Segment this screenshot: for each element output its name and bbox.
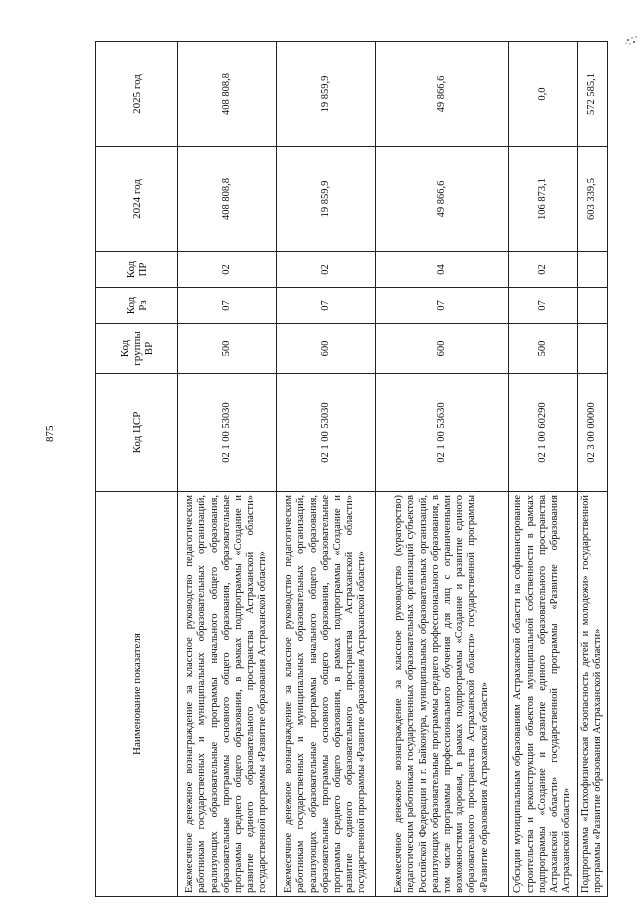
header-row xyxy=(96,42,178,897)
budget-table-container xyxy=(95,42,608,897)
header-2024: 2024 год xyxy=(96,147,178,252)
row-name: Ежемесячное денежное вознаграждение за классное руководство педагогическим работникам государственных и муниципальных образовательных организаций, реализующих образовательные программы начального общего образования, образовательные программы основного общего образования, образовательные программы среднего общего образования, в рамках подпрограммы «Создание и развитие единого образовательного пространства Астраханской области» государственной программы «Развитие образования Астраханской области» xyxy=(178,492,277,897)
row-2024: 603 339,5 xyxy=(577,147,607,252)
row-pr xyxy=(577,252,607,288)
row-2024: 408 808,8 xyxy=(178,147,277,252)
row-name: Субсидии муниципальным образованиям Астраханской области на софинансирование строительства и реконструкции объектов муниципальной собственности в рамках подпрограммы «Создание и развитие единого образовательного пространства Астраханской области» государственной программы «Развитие образования Астраханской области» xyxy=(509,492,578,897)
row-2024: 49 866,6 xyxy=(375,147,508,252)
row-rz: 07 xyxy=(375,288,508,324)
row-vr: 500 xyxy=(509,324,578,374)
row-2025: 0,0 xyxy=(509,42,578,147)
row-pr: 02 xyxy=(276,252,375,288)
row-name: Ежемесячное денежное вознаграждение за классное руководство педагогическим работникам государственных и муниципальных образовательных организаций, реализующих образовательные программы начального общего образования, образовательные программы основного общего образования, образовательные программы среднего общего образования, в рамках подпрограммы «Создание и развитие единого образовательного пространства Астраханской области» государственной программы «Развитие образования Астраханской области» xyxy=(276,492,375,897)
row-csr: 02 1 00 53030 xyxy=(178,374,277,492)
row-vr: 500 xyxy=(178,324,277,374)
table-row xyxy=(577,42,607,897)
row-pr: 04 xyxy=(375,252,508,288)
row-name: Ежемесячное денежное вознаграждение за классное руководство (кураторство) педагогическим работникам государственных образовательных организаций субъектов Российской Федерации и г. Байконура, муниципальных образовательных организаций, реализующих образовательные программы среднего профессионального образования, в том числе программы профессионального обучения для лиц с ограниченными возможностями здоровья, в рамках подпрограммы «Создание и развитие единого образовательного пространства Астраханской области» государственной программы «Развитие образования Астраханской области» xyxy=(375,492,508,897)
page-number: 875 xyxy=(44,425,56,442)
row-2025: 572 585,1 xyxy=(577,42,607,147)
table-row xyxy=(375,42,508,897)
header-rz: Код Рз xyxy=(96,288,178,324)
budget-table xyxy=(95,41,608,897)
row-vr xyxy=(577,324,607,374)
row-rz: 07 xyxy=(178,288,277,324)
row-2025: 19 859,9 xyxy=(276,42,375,147)
row-vr: 600 xyxy=(375,324,508,374)
header-csr: Код ЦСР xyxy=(96,374,178,492)
row-csr: 02 1 00 60290 xyxy=(509,374,578,492)
row-csr: 02 3 00 00000 xyxy=(577,374,607,492)
header-name: Наименование показателя xyxy=(96,492,178,897)
row-2025: 408 808,8 xyxy=(178,42,277,147)
row-2024: 19 859,9 xyxy=(276,147,375,252)
row-rz xyxy=(577,288,607,324)
row-vr: 600 xyxy=(276,324,375,374)
row-2025: 49 866,6 xyxy=(375,42,508,147)
header-2025: 2025 год xyxy=(96,42,178,147)
header-pr: Код ПР xyxy=(96,252,178,288)
scan-stamp-mark xyxy=(620,32,640,52)
header-vr: Код группы ВР xyxy=(96,324,178,374)
row-name: Подпрограмма «Психофизическая безопасность детей и молодежи» государственной программы «Развитие образования Астраханской области» xyxy=(577,492,607,897)
row-pr: 02 xyxy=(178,252,277,288)
row-csr: 02 1 00 53030 xyxy=(276,374,375,492)
row-rz: 07 xyxy=(509,288,578,324)
table-row xyxy=(509,42,578,897)
row-csr: 02 1 00 53630 xyxy=(375,374,508,492)
row-pr: 02 xyxy=(509,252,578,288)
row-rz: 07 xyxy=(276,288,375,324)
row-2024: 106 873,1 xyxy=(509,147,578,252)
table-row xyxy=(276,42,375,897)
table-row xyxy=(178,42,277,897)
